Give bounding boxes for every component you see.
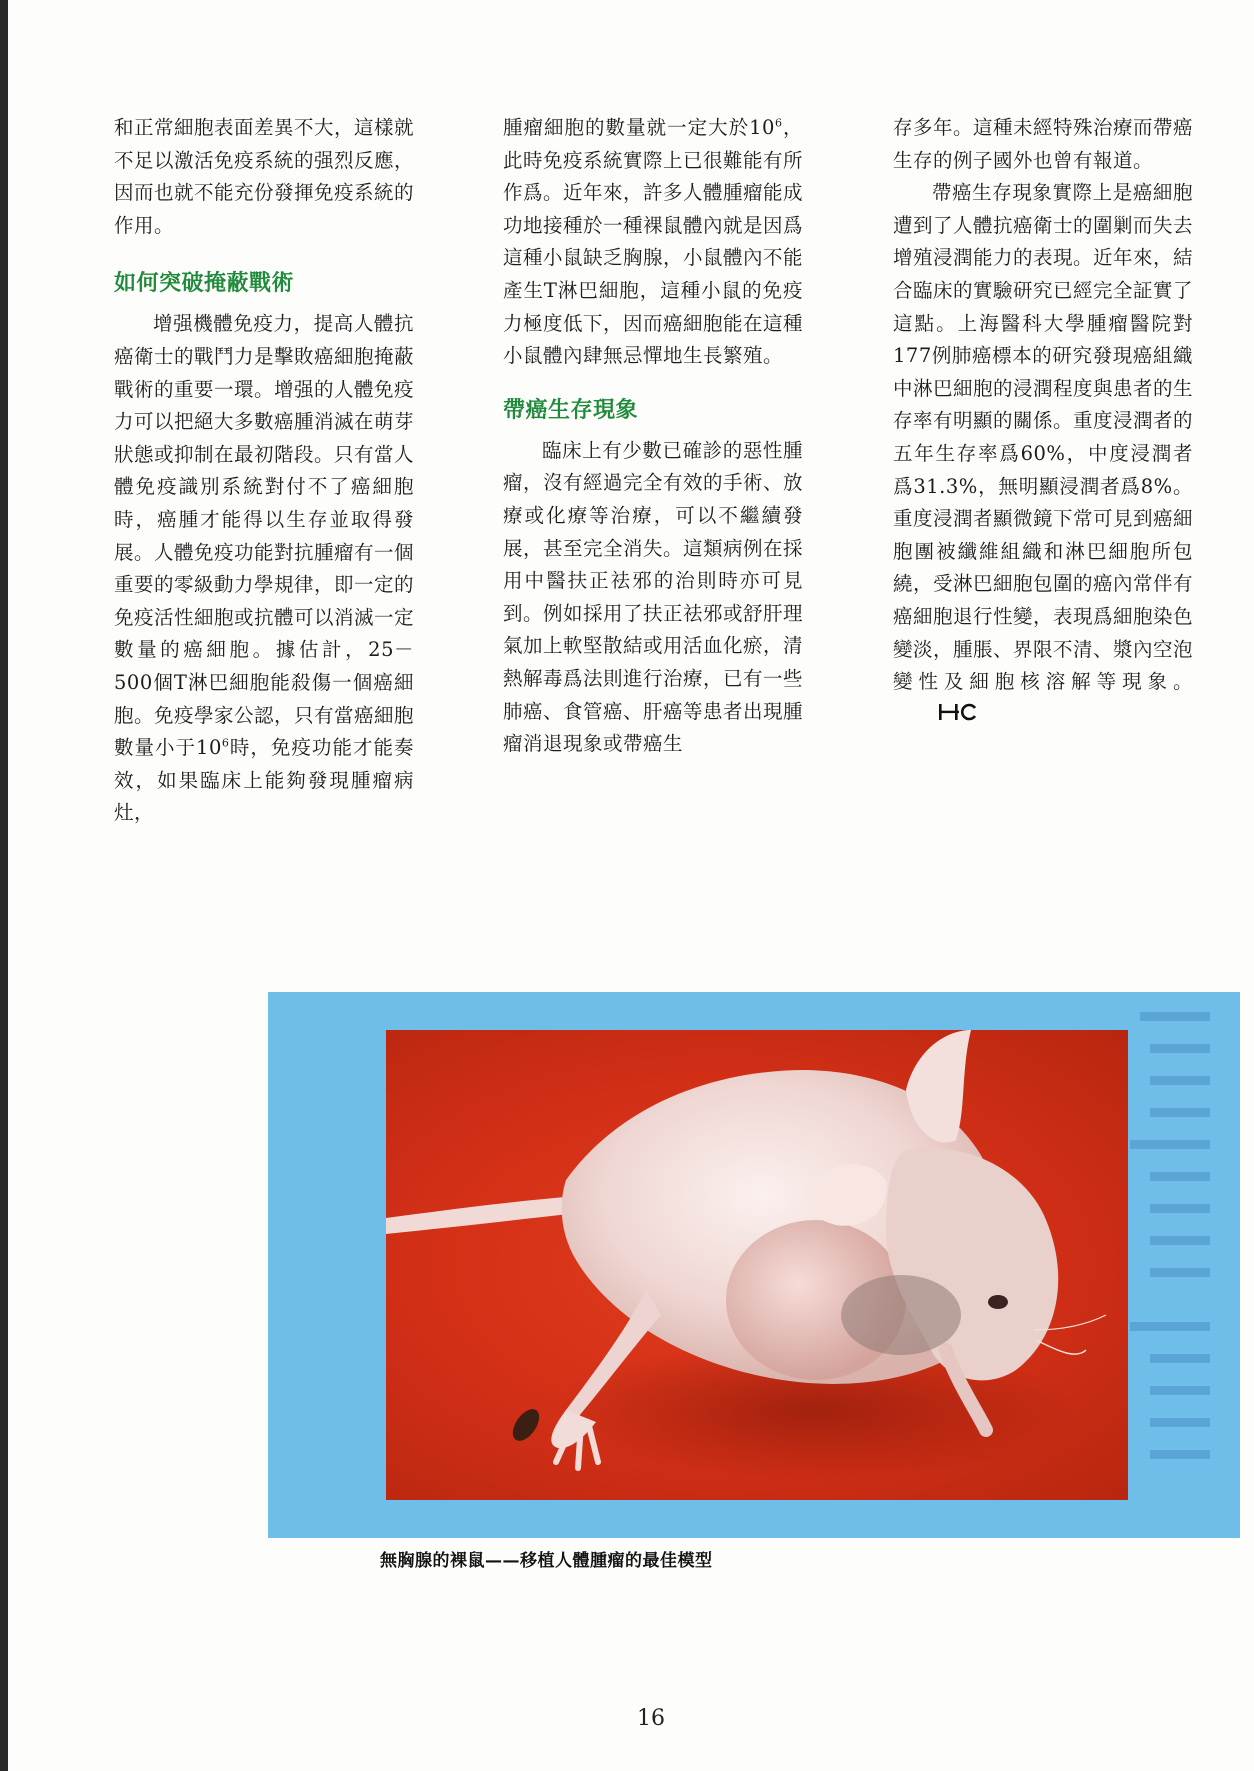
paragraph: 和正常細胞表面差異不大，這樣就不足以激活免疫系統的强烈反應，因而也就不能充份發揮免疫系統的作用。 [114, 116, 415, 237]
nude-mouse-icon [386, 1030, 1128, 1500]
figure-caption: 無胸腺的裸鼠——移植人體腫瘤的最佳模型 [380, 1551, 713, 1571]
paragraph: 帶癌生存現象實際上是癌細胞遭到了人體抗癌衛士的圍剿而失去增殖浸潤能力的表現。近年來，結合臨床的實驗研究已經完全証實了這點。上海醫科大學腫瘤醫院對177例肺癌標本的研究發現癌組織中淋巴細胞的浸潤程度與患者的生存率有明顯的關係。重度浸潤者的五年生存率爲60%，中度浸潤者爲31.3%，無明顯浸潤者爲8%。重度浸潤者顯微鏡下常可見到癌細胞團被纖維組織和淋巴細胞所包繞，受淋巴細胞包圍的癌內常伴有癌細胞退行性變，表現爲細胞染色變淡，腫脹、界限不清、漿內空泡變性及細胞核溶解等現象。 [893, 177, 1193, 731]
photo-frame [268, 992, 1240, 1538]
bleed-through-text [1120, 992, 1240, 1538]
text-column-1 [114, 112, 414, 830]
text-column-2 [503, 112, 803, 761]
paragraph: 腫瘤細胞的數量就一定大於$10^6$，此時免疫系統實際上已很難能有所作爲。近年來，許多人體腫瘤能成功地接種於一種裸鼠體內就是因爲這種小鼠缺乏胸腺，小鼠體內不能產生T淋巴細胞，這種小鼠的免疫力極度低下，因而癌細胞能在這種小鼠體內肆無忌憚地生長繁殖。 [503, 116, 804, 368]
superscript: 6 [774, 116, 783, 130]
paragraph: 增强機體免疫力，提高人體抗癌衛士的戰鬥力是擊敗癌細胞掩蔽戰術的重要一環。增强的人體免疫力可以把絕大多數癌腫消滅在萌芽狀態或抑制在最初階段。只有當人體免疫識別系統對付不了癌細胞時，癌腫才能得以生存並取得發展。人體免疫功能對抗腫瘤有一個重要的零級動力學規律，即一定的免疫活性細胞或抗體可以消滅一定數量的癌細胞。據估計，25－500個T淋巴細胞能殺傷一個癌細胞。免疫學家公認，只有當癌細胞數量小于$10^6$時，免疫功能才能奏效，如果臨床上能夠發現腫瘤病灶， [114, 312, 415, 825]
scan-edge [0, 0, 8, 1771]
superscript: 6 [221, 736, 230, 750]
text-column-3 [893, 112, 1193, 731]
page-number: 16 [637, 1706, 665, 1731]
paragraph: 臨床上有少數已確診的惡性腫瘤，沒有經過完全有效的手術、放療或化療等治療，可以不繼續發展，甚至完全消失。這類病例在採用中醫扶正祛邪的治則時亦可見到。例如採用了扶正祛邪或舒肝理氣加上軟堅散結或用活血化瘀，清熱解毒爲法則進行治療，已有一些肺癌、食管癌、肝癌等患者出現腫瘤消退現象或帶癌生 [503, 438, 804, 756]
section-heading: 如何突破掩蔽戰術 [114, 271, 295, 297]
end-mark-icon [899, 699, 978, 732]
paragraph: 存多年。這種未經特殊治療而帶癌生存的例子國外也曾有報道。 [893, 116, 1194, 172]
nude-mouse-photo [386, 1030, 1128, 1500]
section-heading: 帶癌生存現象 [503, 397, 639, 423]
